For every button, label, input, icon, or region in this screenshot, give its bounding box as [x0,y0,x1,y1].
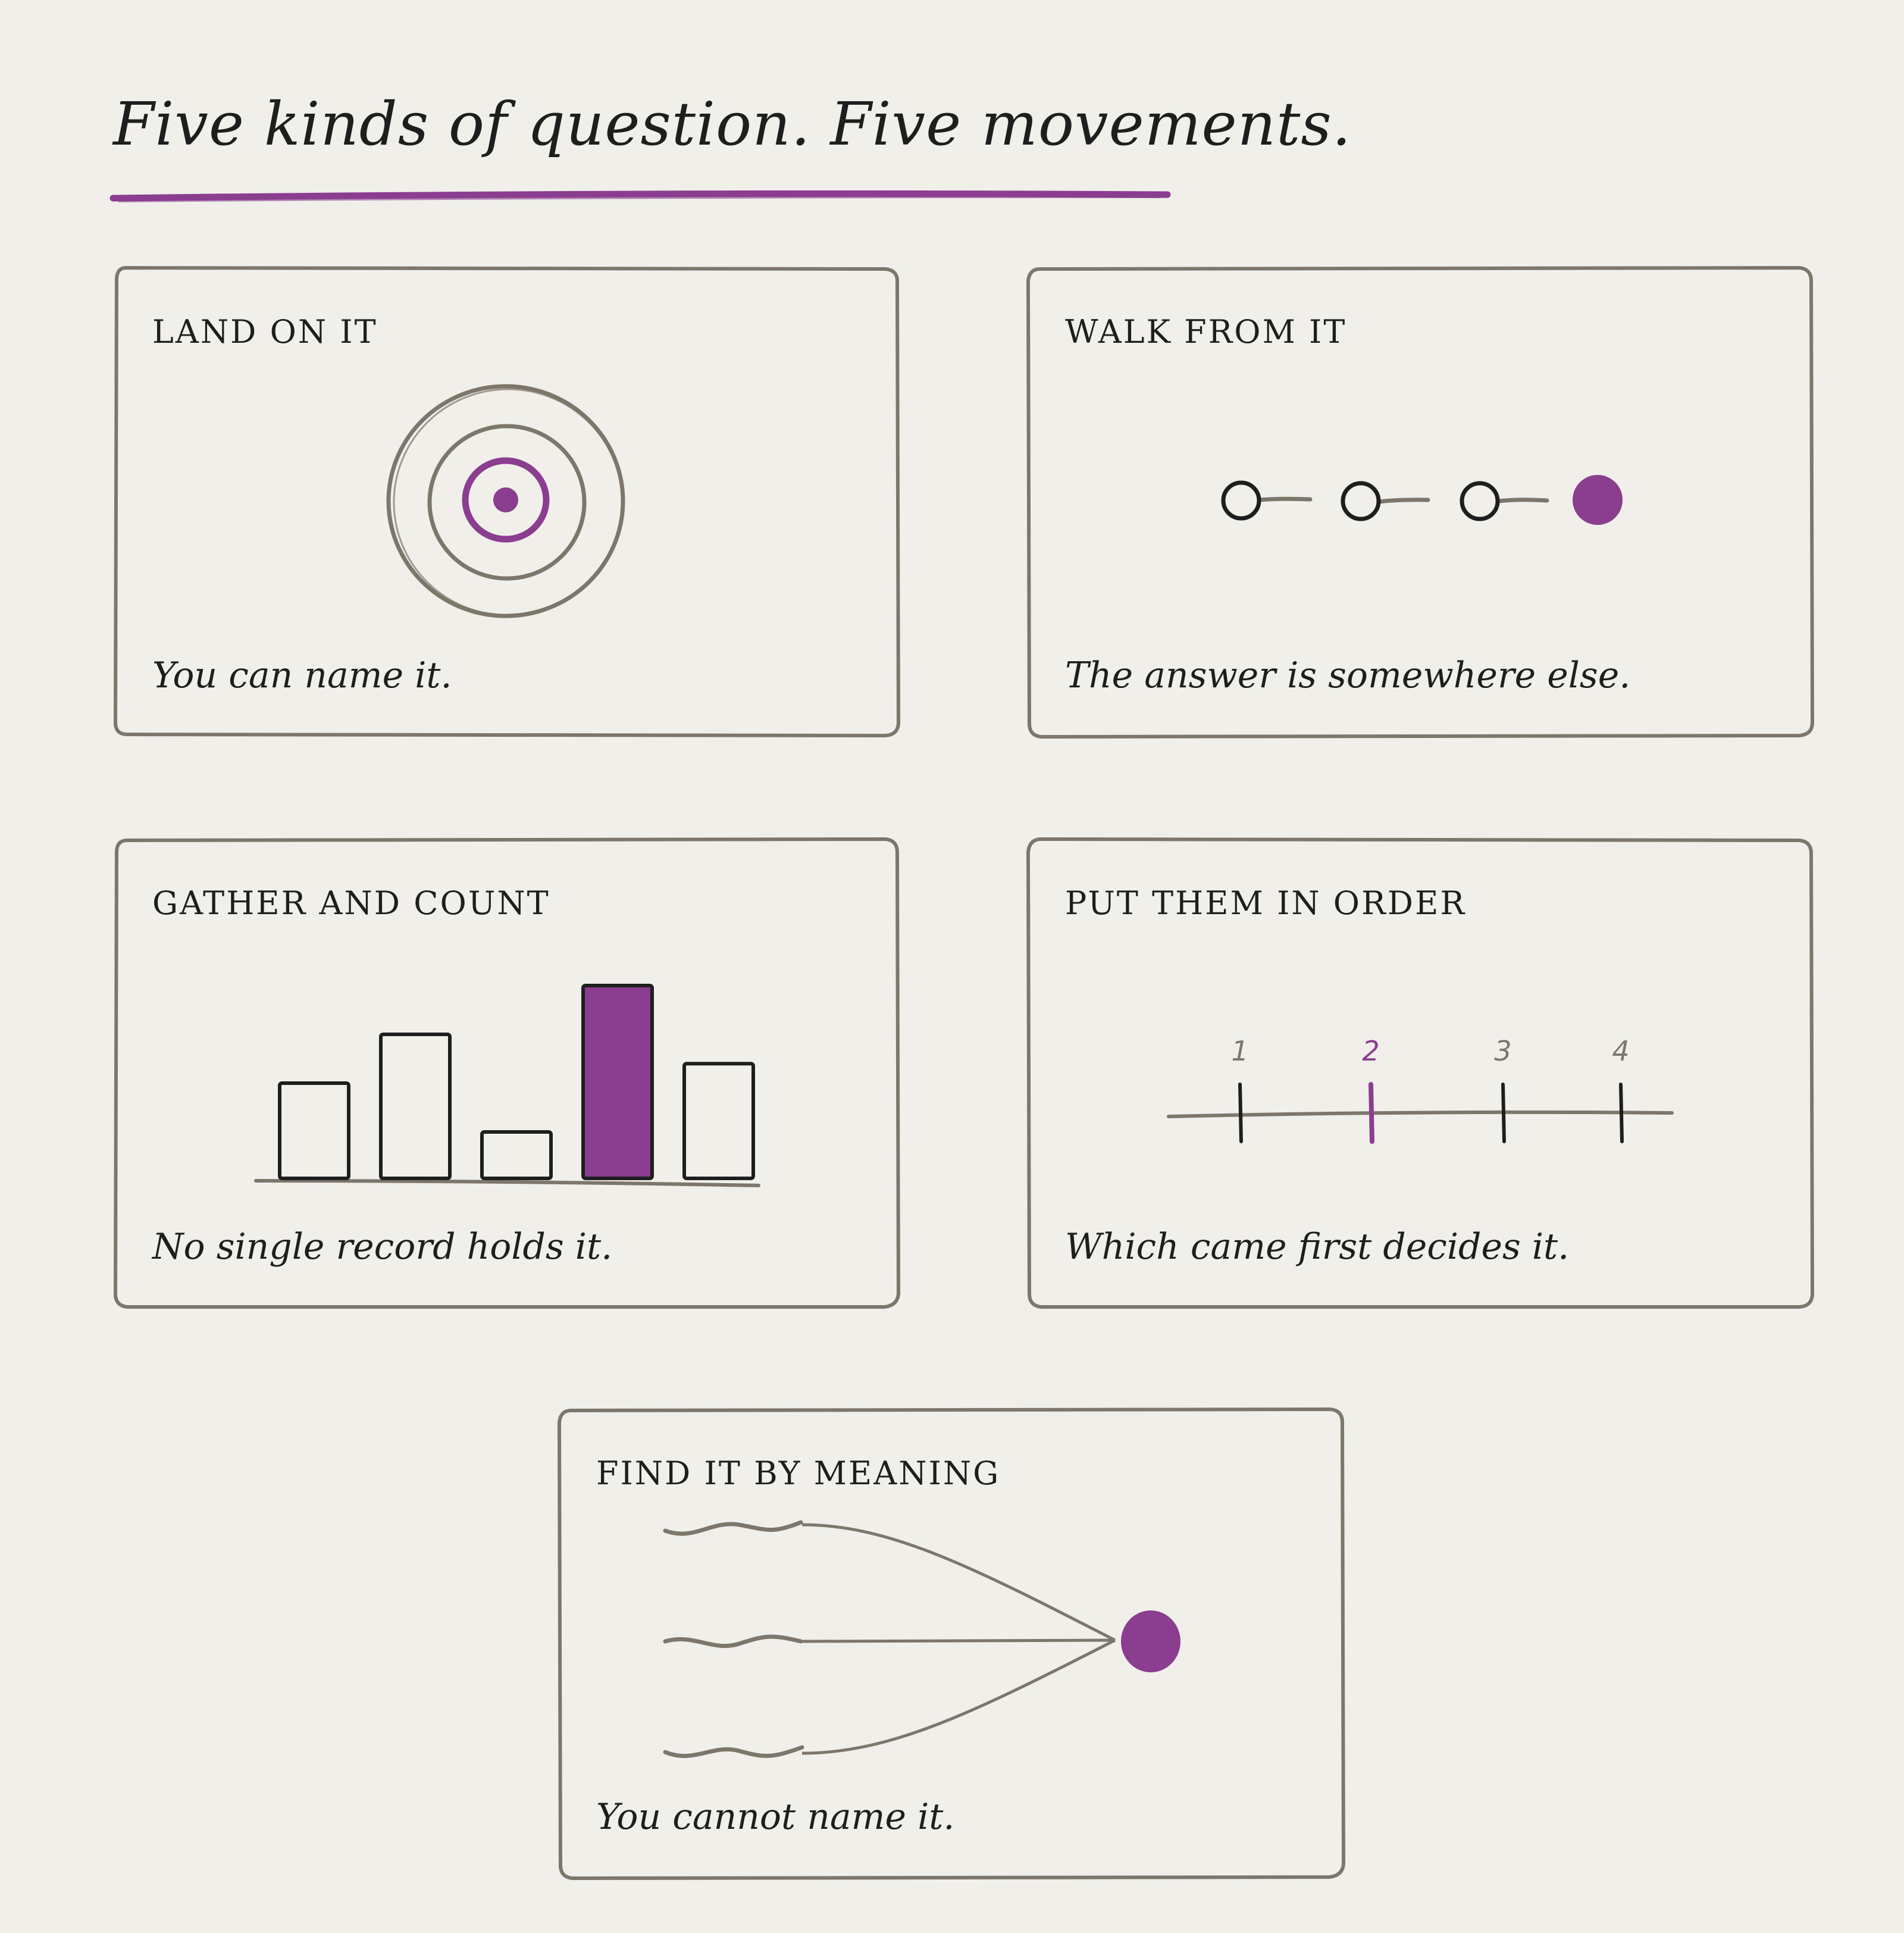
card-find-it-by-meaning [557,1407,1346,1879]
timeline-tick-label: 2 [1362,1035,1380,1067]
card-gather-and-count [113,837,900,1309]
card-caption: The answer is somewhere else. [1065,655,1631,696]
card-title: FIND IT BY MEANING [596,1455,1001,1492]
card-caption: No single record holds it. [152,1226,613,1268]
timeline-tick-label: 4 [1612,1035,1630,1067]
card-caption: You can name it. [152,655,452,696]
card-caption: You cannot name it. [596,1796,955,1838]
card-title: PUT THEM IN ORDER [1065,884,1467,922]
card-walk-from-it [1026,265,1815,738]
title-underline [0,0,1904,238]
timeline-tick [1371,1084,1372,1141]
card-land-on-it [113,265,900,738]
card-title: LAND ON IT [152,313,378,351]
card-put-them-in-order [1026,837,1815,1309]
card-title: GATHER AND COUNT [152,884,550,922]
page-title: Five kinds of question. Five movements. [113,89,1352,159]
card-caption: Which came first decides it. [1065,1226,1570,1268]
timeline-tick [1621,1084,1622,1141]
timeline-tick [1240,1084,1241,1141]
card-title: WALK FROM IT [1065,313,1347,351]
bar [482,1132,551,1178]
bar [280,1083,349,1178]
timeline-tick-label: 3 [1494,1035,1512,1067]
bar [381,1034,450,1178]
timeline-tick [1503,1084,1504,1141]
bar [684,1064,753,1178]
timeline-tick-label: 1 [1231,1035,1249,1067]
bar-highlighted [583,986,652,1178]
